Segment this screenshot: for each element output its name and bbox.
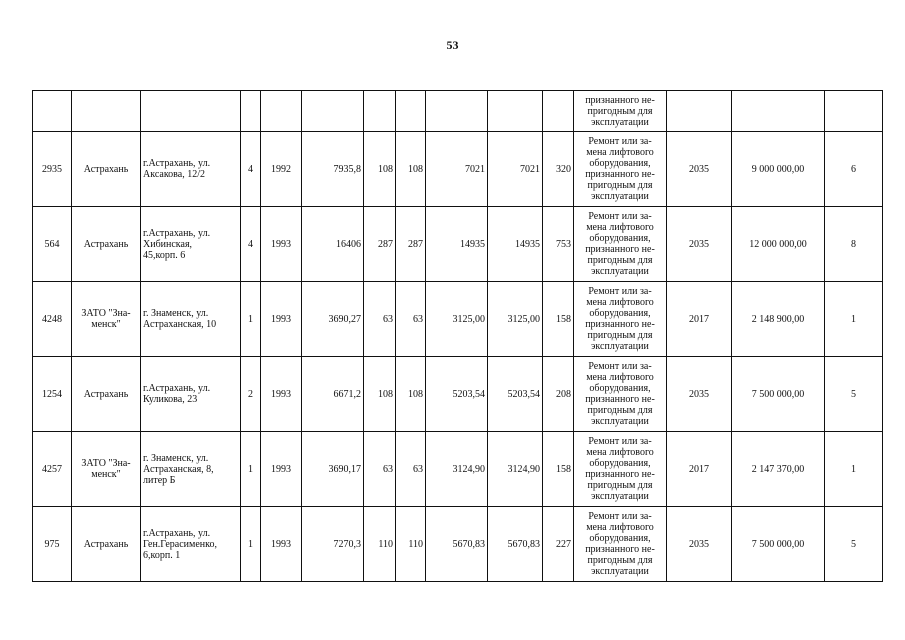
cell-id: 564: [33, 207, 72, 282]
cell-municipality-line: менск": [91, 469, 121, 480]
cell-work-line: эксплуатации: [591, 566, 649, 577]
cell-floors: 4: [241, 132, 261, 207]
cell-work-line: признанного не-: [585, 169, 655, 180]
cell-area-total: 6671,2: [302, 357, 364, 432]
cell-cost: 9 000 000,00: [732, 132, 825, 207]
cell-address-line: Аксакова, 12/2: [143, 169, 205, 180]
cell-municipality: [72, 207, 141, 282]
cell-work-line: эксплуатации: [591, 491, 649, 502]
cell-work-line: Ремонт или за-: [588, 211, 652, 222]
cell-floors: 2: [241, 357, 261, 432]
cell-address-line: г. Знаменск, ул.: [143, 308, 209, 319]
cell-empty: [33, 91, 72, 132]
cell-work-line: мена лифтового: [586, 222, 654, 233]
cell-work-line: признанного не-: [585, 244, 655, 255]
cell-address: [141, 282, 241, 357]
cell-year: 1993: [261, 207, 302, 282]
cell-work-line: признанного не-: [585, 544, 655, 555]
cell-work-line: пригодным для: [587, 330, 653, 341]
cell-work-line: признанного не-: [585, 394, 655, 405]
cell-area-b: 14935: [488, 207, 543, 282]
cell-address-line: 45,корп. 6: [143, 249, 186, 261]
work-line: признанного не-: [585, 94, 655, 106]
cell-floors: 1: [241, 507, 261, 582]
cell-work-line: пригодным для: [587, 555, 653, 566]
cell-work-line: пригодным для: [587, 180, 653, 191]
cell-area-total: 16406: [302, 207, 364, 282]
cell-address-line: Куликова, 23: [143, 394, 198, 405]
cell-address-line: Хибинская,: [143, 238, 193, 250]
cell-plan-year: 2035: [667, 357, 732, 432]
cell-plan-year: 2017: [667, 432, 732, 507]
cell-work-line: признанного не-: [585, 469, 655, 480]
cell-address-line: г. Знаменск, ул.: [143, 452, 209, 464]
cell-empty: [72, 91, 141, 132]
table-row: [33, 207, 883, 282]
cell-address-line: г.Астрахань, ул.: [143, 227, 211, 239]
cell-address-line: г.Астрахань, ул.: [143, 158, 211, 169]
cell-area-total: 7935,8: [302, 132, 364, 207]
cell-address: [141, 432, 241, 507]
cell-work: [574, 282, 667, 357]
cell-residents-b: 63: [396, 432, 426, 507]
cell-lifts: 8: [825, 207, 883, 282]
cell-work-line: мена лифтового: [586, 372, 654, 383]
cell-municipality-line: Астрахань: [83, 238, 129, 250]
table-row: [33, 432, 883, 507]
cell-address: [141, 507, 241, 582]
cell-area-b: 3124,90: [488, 432, 543, 507]
cell-area-a: 7021: [426, 132, 488, 207]
cell-work-line: мена лифтового: [586, 447, 654, 458]
cell-id: 2935: [33, 132, 72, 207]
cell-address: [141, 132, 241, 207]
cell-floors: 4: [241, 207, 261, 282]
table-row: [33, 282, 883, 357]
cell-work: [574, 357, 667, 432]
cell-empty: [261, 91, 302, 132]
cell-work-line: оборудования,: [589, 233, 651, 244]
cell-work-line: эксплуатации: [591, 191, 649, 202]
cell-municipality-line: менск": [91, 319, 121, 330]
cell-area-b: 3125,00: [488, 282, 543, 357]
cell-empty: [732, 91, 825, 132]
cell-municipality: [72, 357, 141, 432]
cell-residents-a: 108: [364, 357, 396, 432]
cell-empty: [488, 91, 543, 132]
cell-address-line: Астраханская, 10: [143, 319, 217, 330]
cell-id: 4257: [33, 432, 72, 507]
cell-empty: [364, 91, 396, 132]
cell-municipality-line: Астрахань: [83, 163, 129, 175]
cell-work-line: пригодным для: [587, 405, 653, 416]
cell-cost: 2 147 370,00: [732, 432, 825, 507]
cell-municipality-line: ЗАТО "Зна-: [81, 308, 131, 319]
cell-municipality: [72, 132, 141, 207]
cell-work-line: оборудования,: [589, 158, 651, 169]
cell-municipality-line: Астрахань: [83, 538, 129, 550]
cell-lifts: 5: [825, 507, 883, 582]
table-row: [33, 132, 883, 207]
cell-municipality-line: ЗАТО "Зна-: [81, 458, 131, 469]
cell-cost: 7 500 000,00: [732, 357, 825, 432]
cell-work-line: оборудования,: [589, 308, 651, 319]
cell-area-a: 5670,83: [426, 507, 488, 582]
cell-area-a: 3124,90: [426, 432, 488, 507]
cell-area-total: 3690,17: [302, 432, 364, 507]
cell-work-line: Ремонт или за-: [588, 436, 652, 447]
cell-municipality: [72, 507, 141, 582]
cell-empty: [302, 91, 364, 132]
cell-area-b: 5670,83: [488, 507, 543, 582]
cell-work-line: эксплуатации: [591, 341, 649, 352]
cell-residents-a: 63: [364, 432, 396, 507]
cell-year: 1992: [261, 132, 302, 207]
cell-address: [141, 207, 241, 282]
cell-area-b: 5203,54: [488, 357, 543, 432]
cell-id: 4248: [33, 282, 72, 357]
cell-lifts: 5: [825, 357, 883, 432]
work-line: эксплуатации: [591, 116, 649, 128]
cell-residents-b: 108: [396, 132, 426, 207]
cell-municipality: [72, 282, 141, 357]
cell-residents-a: 110: [364, 507, 396, 582]
cell-area-total: 3690,27: [302, 282, 364, 357]
cell-count: 158: [543, 432, 574, 507]
cell-work-line: Ремонт или за-: [588, 511, 652, 522]
cell-count: 227: [543, 507, 574, 582]
cell-work: [574, 207, 667, 282]
cell-id: 1254: [33, 357, 72, 432]
cell-municipality-line: Астрахань: [83, 388, 129, 400]
cell-count: 320: [543, 132, 574, 207]
cell-municipality: [72, 432, 141, 507]
cell-area-a: 14935: [426, 207, 488, 282]
cell-floors: 1: [241, 282, 261, 357]
cell-floors: 1: [241, 432, 261, 507]
cell-plan-year: 2035: [667, 132, 732, 207]
cell-work-line: Ремонт или за-: [588, 136, 652, 147]
cell-work-line: Ремонт или за-: [588, 361, 652, 372]
cell-work-continued: [574, 91, 667, 132]
cell-empty: [241, 91, 261, 132]
cell-work-line: признанного не-: [585, 319, 655, 330]
cell-empty: [543, 91, 574, 132]
cell-residents-b: 63: [396, 282, 426, 357]
cell-area-a: 5203,54: [426, 357, 488, 432]
cell-empty: [426, 91, 488, 132]
table-row: [33, 507, 883, 582]
cell-empty: [396, 91, 426, 132]
table-row-continued: [33, 91, 883, 132]
cell-year: 1993: [261, 432, 302, 507]
cell-work-line: мена лифтового: [586, 522, 654, 533]
cell-work-line: мена лифтового: [586, 297, 654, 308]
cell-work-line: оборудования,: [589, 533, 651, 544]
table-row: [33, 357, 883, 432]
cell-empty: [825, 91, 883, 132]
cell-work: [574, 432, 667, 507]
register-table: [32, 90, 883, 582]
cell-plan-year: 2035: [667, 507, 732, 582]
cell-plan-year: 2017: [667, 282, 732, 357]
cell-lifts: 1: [825, 282, 883, 357]
cell-residents-b: 287: [396, 207, 426, 282]
cell-address-line: Астраханская, 8,: [143, 463, 214, 475]
cell-address-line: г.Астрахань, ул.: [143, 527, 211, 539]
page-number: 53: [446, 38, 459, 52]
cell-year: 1993: [261, 507, 302, 582]
cell-lifts: 1: [825, 432, 883, 507]
cell-work-line: эксплуатации: [591, 266, 649, 277]
cell-cost: 2 148 900,00: [732, 282, 825, 357]
work-line: пригодным для: [587, 105, 653, 117]
cell-work-line: мена лифтового: [586, 147, 654, 158]
cell-count: 753: [543, 207, 574, 282]
cell-empty: [667, 91, 732, 132]
cell-address: [141, 357, 241, 432]
cell-count: 208: [543, 357, 574, 432]
cell-id: 975: [33, 507, 72, 582]
cell-work-line: пригодным для: [587, 480, 653, 491]
cell-area-total: 7270,3: [302, 507, 364, 582]
cell-address-line: литер Б: [143, 474, 176, 486]
cell-plan-year: 2035: [667, 207, 732, 282]
cell-residents-b: 108: [396, 357, 426, 432]
cell-year: 1993: [261, 357, 302, 432]
cell-work-line: эксплуатации: [591, 416, 649, 427]
cell-address-line: г.Астрахань, ул.: [143, 383, 211, 394]
cell-work-line: пригодным для: [587, 255, 653, 266]
cell-address-line: 6,корп. 1: [143, 549, 181, 561]
cell-year: 1993: [261, 282, 302, 357]
cell-area-a: 3125,00: [426, 282, 488, 357]
cell-work-line: Ремонт или за-: [588, 286, 652, 297]
cell-cost: 12 000 000,00: [732, 207, 825, 282]
cell-work-line: оборудования,: [589, 383, 651, 394]
cell-residents-a: 287: [364, 207, 396, 282]
cell-work: [574, 507, 667, 582]
cell-lifts: 6: [825, 132, 883, 207]
cell-empty: [141, 91, 241, 132]
cell-cost: 7 500 000,00: [732, 507, 825, 582]
cell-residents-b: 110: [396, 507, 426, 582]
cell-residents-a: 63: [364, 282, 396, 357]
cell-work-line: оборудования,: [589, 458, 651, 469]
cell-residents-a: 108: [364, 132, 396, 207]
cell-work: [574, 132, 667, 207]
cell-address-line: Ген.Герасименко,: [143, 538, 217, 550]
cell-area-b: 7021: [488, 132, 543, 207]
cell-count: 158: [543, 282, 574, 357]
